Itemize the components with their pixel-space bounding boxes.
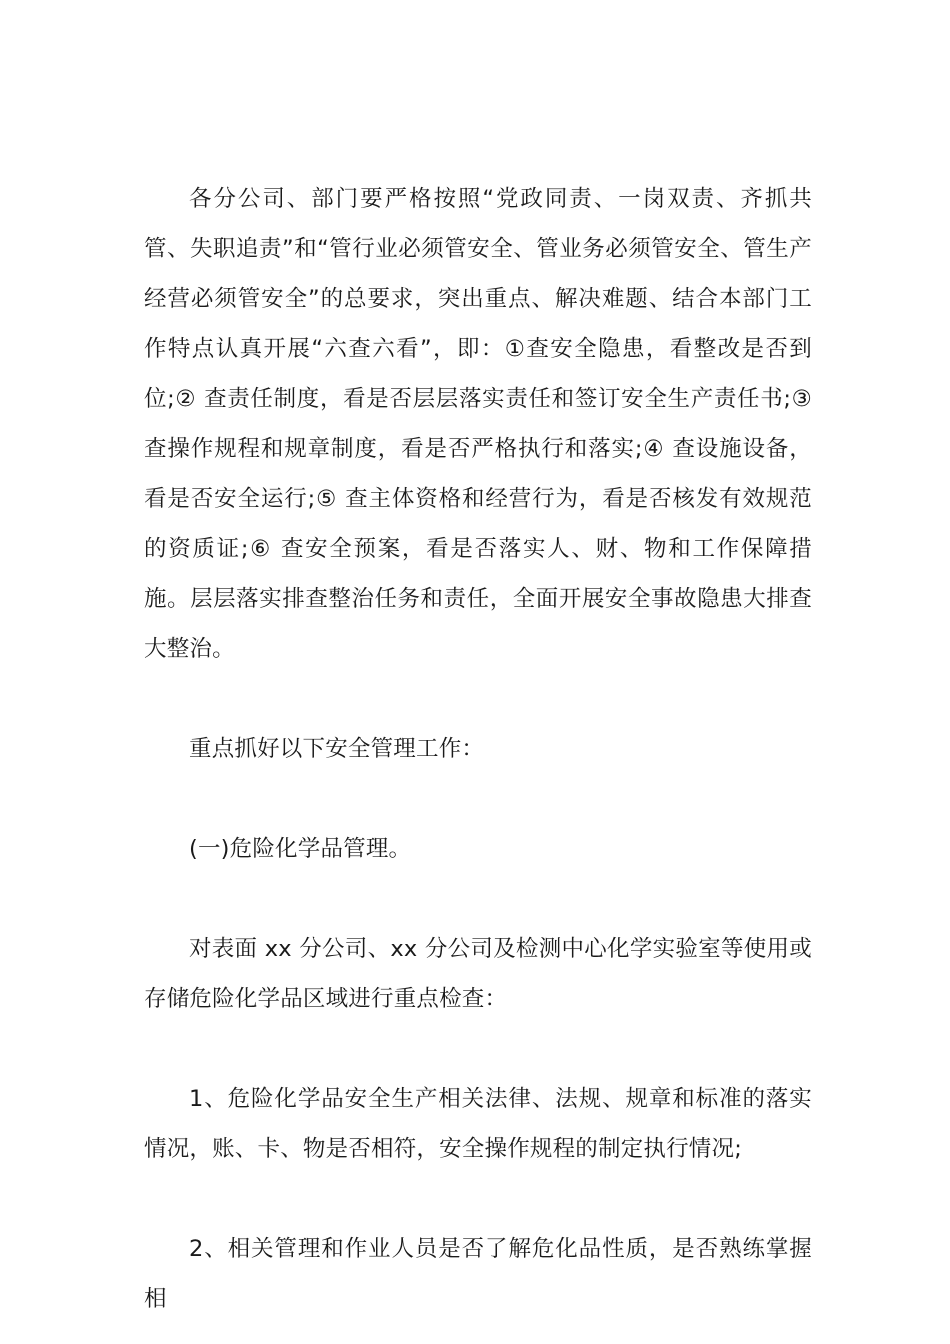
list-item-2: 2、相关管理和作业人员是否了解危化品性质，是否熟练掌握相 [144,1236,812,1312]
list-item-1: 1、危险化学品安全生产相关法律、法规、规章和标准的落实情况，账、卡、物是否相符，安全操作规程的制定执行情况; [144,1086,812,1162]
paragraph-inspection-scope: 对表面 xx 分公司、xx 分公司及检测中心化学实验室等使用或存储危险化学品区域进行重点检查： [144,936,812,1012]
paragraph-six-checks: 各分公司、部门要严格按照“党政同责、一岗双责、齐抓共管、失职追责”和“管行业必须管安全、管业务必须管安全、管生产经营必须管安全”的总要求，突出重点、解决难题、结合本部门工作特点认真开展“六查六看”，即：①查安全隐患，看整改是否到位;② 查责任制度，看是否层层落实责任和签订安全生产责任书;③ 查操作规程和规章制度，看是否严格执行和落实;④ 查设施设备，看是否安全运行;⑤ 查主体资格和经营行为，看是否核发有效规范的资质证;⑥ 查安全预案，看是否落实人、财、物和工作保障措施。层层落实排查整治任务和责任，全面开展安全事故隐患大排查大整治。 [144,186,812,662]
section-heading-hazardous-chemicals: (一)危险化学品管理。 [189,836,412,862]
document-body [144,174,812,1324]
paragraph-key-work-intro: 重点抓好以下安全管理工作： [189,736,485,762]
